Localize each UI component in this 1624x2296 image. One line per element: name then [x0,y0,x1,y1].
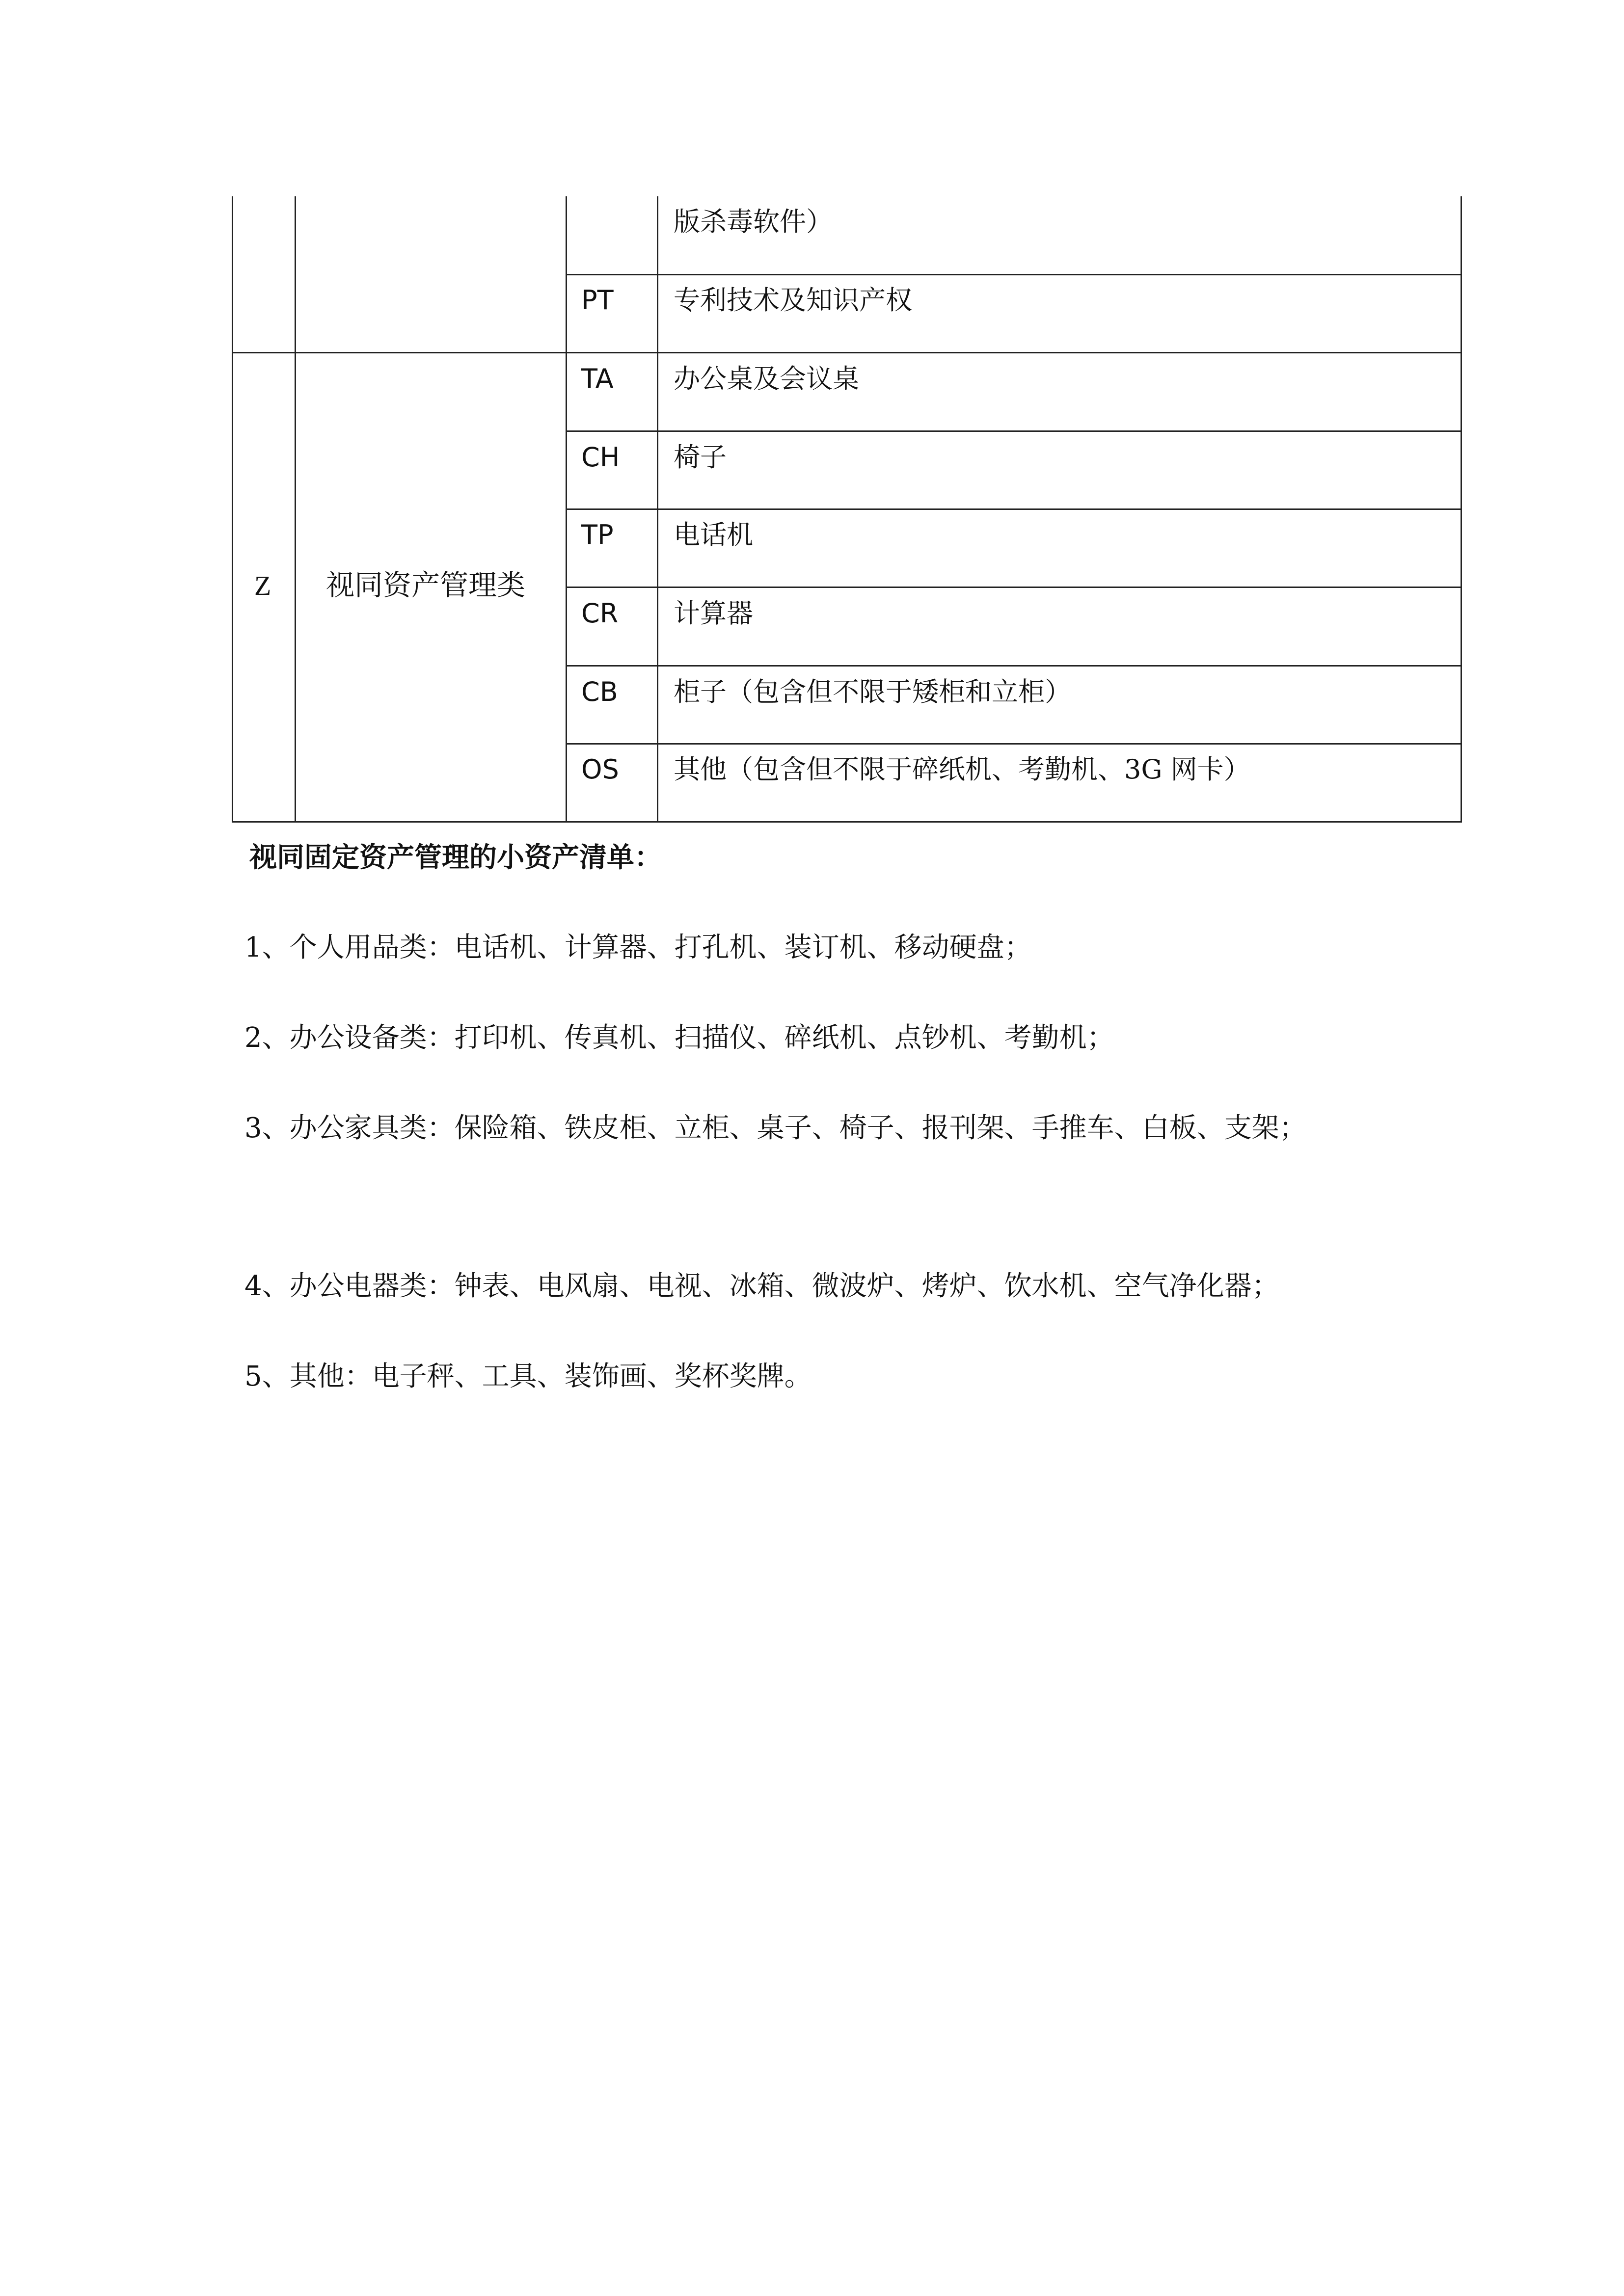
table-divider-category-name [295,196,296,823]
table-cell-code: PT [581,285,614,316]
table-cell-description: 版杀毒软件） [674,206,833,237]
table-cell-description: 椅子 [674,442,727,473]
table-border-left [232,196,233,823]
table-cell-code: CR [581,598,619,629]
list-item: 1、个人用品类：电话机、计算器、打孔机、装订机、移动硬盘； [244,932,1032,963]
table-cell-description: 其他（包含但不限于碎纸机、考勤机、3G 网卡） [674,754,1250,785]
table-cell-code: CH [581,442,620,473]
table-cell-code: CB [581,676,618,707]
table-cell-description: 专利技术及知识产权 [674,285,912,316]
table-row-divider [566,587,1462,588]
list-item: 3、办公家具类：保险箱、铁皮柜、立柜、桌子、椅子、报刊架、手推车、白板、支架； [244,1112,1307,1144]
table-border-bottom [232,821,1462,823]
category-letter: Z [254,571,271,601]
table-row-divider [566,508,1462,510]
small-assets-title: 视同固定资产管理的小资产清单： [249,841,662,874]
table-group-divider [232,352,1462,353]
list-item: 4、办公电器类：钟表、电风扇、电视、冰箱、微波炉、烤炉、饮水机、空气净化器； [244,1270,1279,1302]
category-name: 视同资产管理类 [326,568,526,602]
list-item: 2、办公设备类：打印机、传真机、扫描仪、碎纸机、点钞机、考勤机； [244,1022,1114,1054]
table-row-divider [566,274,1462,275]
table-row-divider [566,430,1462,432]
table-cell-code: TA [581,363,614,394]
table-cell-description: 柜子（包含但不限于矮柜和立柜） [674,676,1071,707]
table-cell-code: TP [581,519,614,550]
table-cell-description: 电话机 [674,519,753,550]
list-item: 5、其他：电子秤、工具、装饰画、奖杯奖牌。 [244,1361,812,1392]
table-row-divider [566,743,1462,745]
table-row-divider [566,665,1462,667]
asset-classification-table [232,196,1462,823]
table-cell-code: OS [581,754,619,785]
table-cell-description: 计算器 [674,598,753,629]
table-cell-description: 办公桌及会议桌 [674,363,859,394]
